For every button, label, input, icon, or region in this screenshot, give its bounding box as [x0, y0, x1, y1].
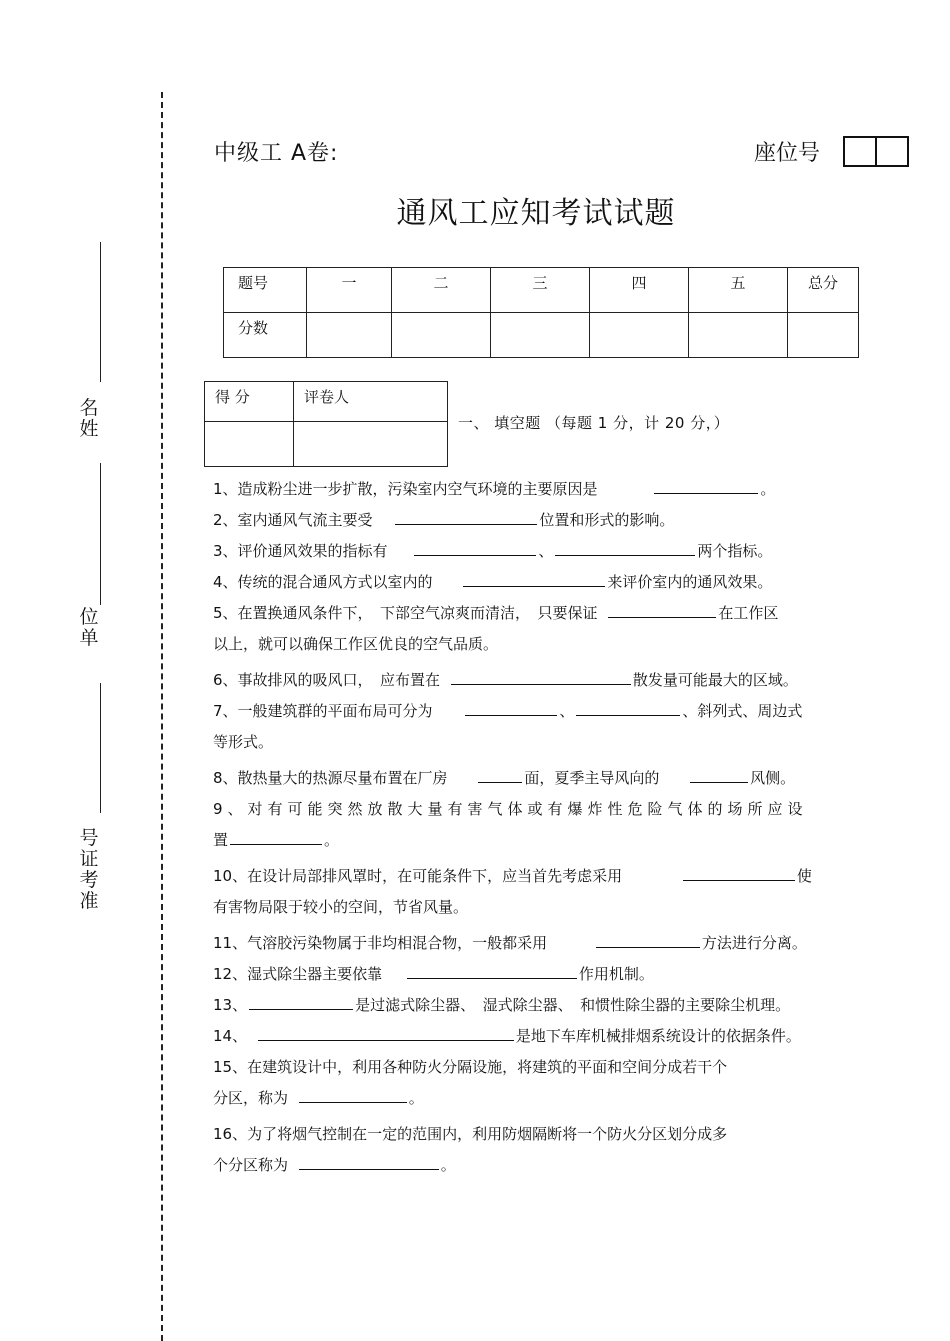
question-text: 来评价室内的通风效果。: [607, 573, 773, 591]
question-text: 4、传统的混合通风方式以室内的: [213, 573, 433, 591]
question-text: 5、在置换通风条件下， 下部空气凉爽而清洁， 只要保证: [213, 604, 598, 622]
side-label-unit: 位 单: [79, 606, 99, 649]
question-text: 、斜列式、周边式: [682, 702, 803, 720]
question-text: 。: [760, 480, 776, 498]
grader-table: [204, 381, 448, 467]
question-text: 3、评价通风效果的指标有: [213, 542, 388, 560]
answer-blank[interactable]: [463, 569, 605, 587]
question-5: [213, 598, 873, 629]
question-text: 10、在设计局部排风罩时，在可能条件下，应当首先考虑采用: [213, 867, 623, 885]
question-text: 2、室内通风气流主要受: [213, 511, 373, 529]
score-header-cell: 二: [392, 268, 491, 313]
question-14: [213, 1021, 873, 1052]
answer-blank[interactable]: [596, 930, 700, 948]
question-text: 位置和形式的影响。: [539, 511, 675, 529]
score-table-score-row: [224, 313, 859, 358]
grader-score-label: 得 分: [205, 382, 294, 422]
side-rule: [100, 242, 101, 382]
question-text: 6、事故排风的吸风口， 应布置在: [213, 671, 441, 689]
side-rule: [100, 463, 101, 605]
answer-blank[interactable]: [576, 698, 680, 716]
answer-blank[interactable]: [451, 667, 631, 685]
question-text: 方法进行分离。: [701, 934, 807, 952]
score-row-label: 分数: [224, 313, 307, 358]
score-cell[interactable]: [491, 313, 590, 358]
question-1: [213, 474, 873, 505]
answer-blank[interactable]: [478, 765, 522, 783]
score-header-cell: 题号: [224, 268, 307, 313]
score-cell[interactable]: [689, 313, 788, 358]
answer-blank[interactable]: [230, 827, 322, 845]
question-9-cont: [213, 825, 873, 856]
answer-blank[interactable]: [249, 992, 353, 1010]
grader-name-cell[interactable]: [294, 422, 448, 467]
question-6: [213, 665, 873, 696]
question-text: 面，夏季主导风向的: [524, 769, 660, 787]
question-7-cont: 等形式。: [213, 733, 274, 751]
question-text: 7、一般建筑群的平面布局可分为: [213, 702, 433, 720]
answer-blank[interactable]: [555, 538, 695, 556]
question-text: 11、气溶胶污染物属于非均相混合物，一般都采用: [213, 934, 548, 952]
answer-blank[interactable]: [654, 476, 758, 494]
answer-blank[interactable]: [608, 600, 716, 618]
answer-blank[interactable]: [258, 1023, 514, 1041]
exam-level: 中级工 A卷:: [214, 141, 339, 166]
answer-blank[interactable]: [299, 1085, 407, 1103]
section-heading: 一、 填空题 （每题 1 分，计 20 分，）: [458, 414, 730, 432]
question-text: 14、: [213, 1027, 248, 1045]
answer-blank[interactable]: [407, 961, 577, 979]
question-15: 15、在建筑设计中，利用各种防火分隔设施，将建筑的平面和空间分成若干个: [213, 1058, 728, 1076]
question-5-cont: 以上，就可以确保工作区优良的空气品质。: [213, 635, 499, 653]
question-text: 、: [538, 542, 554, 560]
score-header-cell: 总分: [788, 268, 859, 313]
question-10: [213, 861, 873, 892]
question-text: 个分区称为: [213, 1156, 289, 1174]
question-text: 12、湿式除尘器主要依靠: [213, 965, 383, 983]
score-cell[interactable]: [788, 313, 859, 358]
question-7: [213, 696, 873, 727]
grader-name-label: 评卷人: [294, 382, 448, 422]
question-text: 两个指标。: [697, 542, 773, 560]
answer-blank[interactable]: [690, 765, 748, 783]
seat-box[interactable]: [843, 136, 877, 167]
answer-blank[interactable]: [465, 698, 557, 716]
question-16: 16、为了将烟气控制在一定的范围内，利用防烟隔断将一个防火分区划分成多: [213, 1125, 728, 1143]
question-text: 在工作区: [718, 604, 779, 622]
grader-score-cell[interactable]: [205, 422, 294, 467]
question-list: [213, 474, 873, 1181]
side-rule: [100, 683, 101, 813]
question-8: [213, 763, 873, 794]
question-text: 13、: [213, 996, 248, 1014]
question-text: 散发量可能最大的区域。: [632, 671, 798, 689]
side-label-ticket: 号 证 考 准: [79, 827, 99, 912]
page-title: 通风工应知考试试题: [396, 196, 676, 231]
question-11: [213, 928, 873, 959]
question-text: 1、造成粉尘进一步扩散，污染室内空气环境的主要原因是: [213, 480, 598, 498]
score-cell[interactable]: [307, 313, 392, 358]
question-text: 。: [440, 1156, 456, 1174]
question-text: 是过滤式除尘器、 湿式除尘器、 和惯性除尘器的主要除尘机理。: [355, 996, 791, 1014]
question-4: [213, 567, 873, 598]
question-text: 分区，称为: [213, 1089, 289, 1107]
binding-dashed-line: [161, 92, 163, 1341]
question-text: 。: [324, 831, 340, 849]
question-2: [213, 505, 873, 536]
question-9: 9、对有可能突然放散大量有害气体或有爆炸性危险气体的场所应设: [213, 800, 808, 818]
score-cell[interactable]: [392, 313, 491, 358]
side-label-name: 名 姓: [79, 397, 99, 440]
score-header-cell: 五: [689, 268, 788, 313]
score-table: [223, 267, 859, 358]
question-12: [213, 959, 873, 990]
score-cell[interactable]: [590, 313, 689, 358]
answer-blank[interactable]: [683, 863, 795, 881]
score-header-cell: 四: [590, 268, 689, 313]
score-table-header-row: [224, 268, 859, 313]
question-text: 置: [213, 831, 229, 849]
question-13: [213, 990, 873, 1021]
question-text: 是地下车库机械排烟系统设计的依据条件。: [515, 1027, 801, 1045]
answer-blank[interactable]: [299, 1152, 439, 1170]
score-header-cell: 三: [491, 268, 590, 313]
question-text: 、: [559, 702, 575, 720]
question-text: 风侧。: [750, 769, 796, 787]
seat-number-boxes[interactable]: [843, 136, 909, 167]
seat-box[interactable]: [877, 136, 909, 167]
question-text: 8、散热量大的热源尽量布置在厂房: [213, 769, 448, 787]
answer-blank[interactable]: [395, 507, 537, 525]
question-10-cont: 有害物局限于较小的空间，节省风量。: [213, 898, 469, 916]
question-16-cont: [213, 1150, 873, 1181]
answer-blank[interactable]: [414, 538, 536, 556]
question-15-cont: [213, 1083, 873, 1114]
question-text: 作用机制。: [578, 965, 654, 983]
question-3: [213, 536, 873, 567]
seat-label: 座位号: [754, 141, 821, 166]
score-header-cell: 一: [307, 268, 392, 313]
question-text: 。: [408, 1089, 424, 1107]
question-text: 使: [796, 867, 812, 885]
